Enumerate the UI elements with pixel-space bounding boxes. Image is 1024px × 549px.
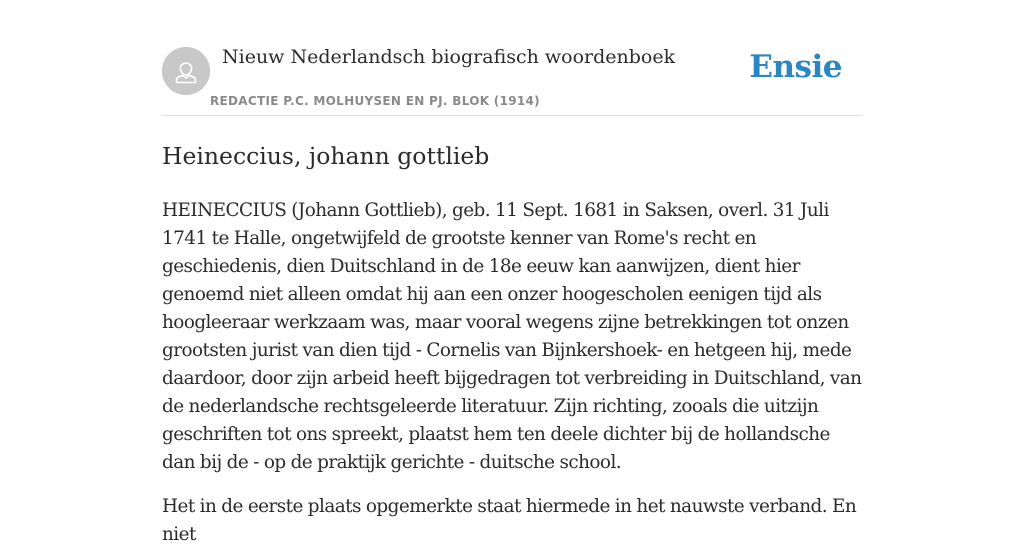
entry-paragraph: Het in de eerste plaats opgemerkte staat hiermede in het nauwste verband. En niet xyxy=(162,496,857,545)
book-editors: REDACTIE P.C. MOLHUYSEN EN PJ. BLOK (1914) xyxy=(210,94,540,108)
entry-paragraph: HEINECCIUS (Johann Gottlieb), geb. 11 Sept. 1681 in Saksen, overl. 31 Juli 1741 te Halle, ongetwijfeld de grootste kenner van Rome's recht en geschiedenis, dien Duitschland in de 18e eeuw kan aanwijzen, dient hier genoemd niet alleen omdat hij aan een onzer hoogescholen eenigen tijd als hoogleeraar werkzaam was, maar vooral wegens zijne betrekkingen tot onzen grootsten jurist van dien tijd - Cornelis van Bijnkershoek- en hetgeen hij, mede daardoor, door zijn arbeid heeft bijgedragen tot verbreiding in Duitschland, van de nederlandsche rechtsgeleerde literatuur. Zijn richting, zooals die uitzijn geschriften tot ons spreekt, plaatst hem ten deele dichter bij de hollandsche dan bij de - op de praktijk gerichte - duitsche school. xyxy=(162,200,862,473)
book-header xyxy=(162,47,862,116)
user-icon[interactable] xyxy=(162,47,210,95)
page xyxy=(162,0,862,549)
entry-title: Heineccius, johann gottlieb xyxy=(162,142,490,170)
ensie-logo-link[interactable]: Ensie xyxy=(749,49,842,85)
book-title[interactable]: Nieuw Nederlandsch biografisch woordenboek xyxy=(222,46,676,68)
